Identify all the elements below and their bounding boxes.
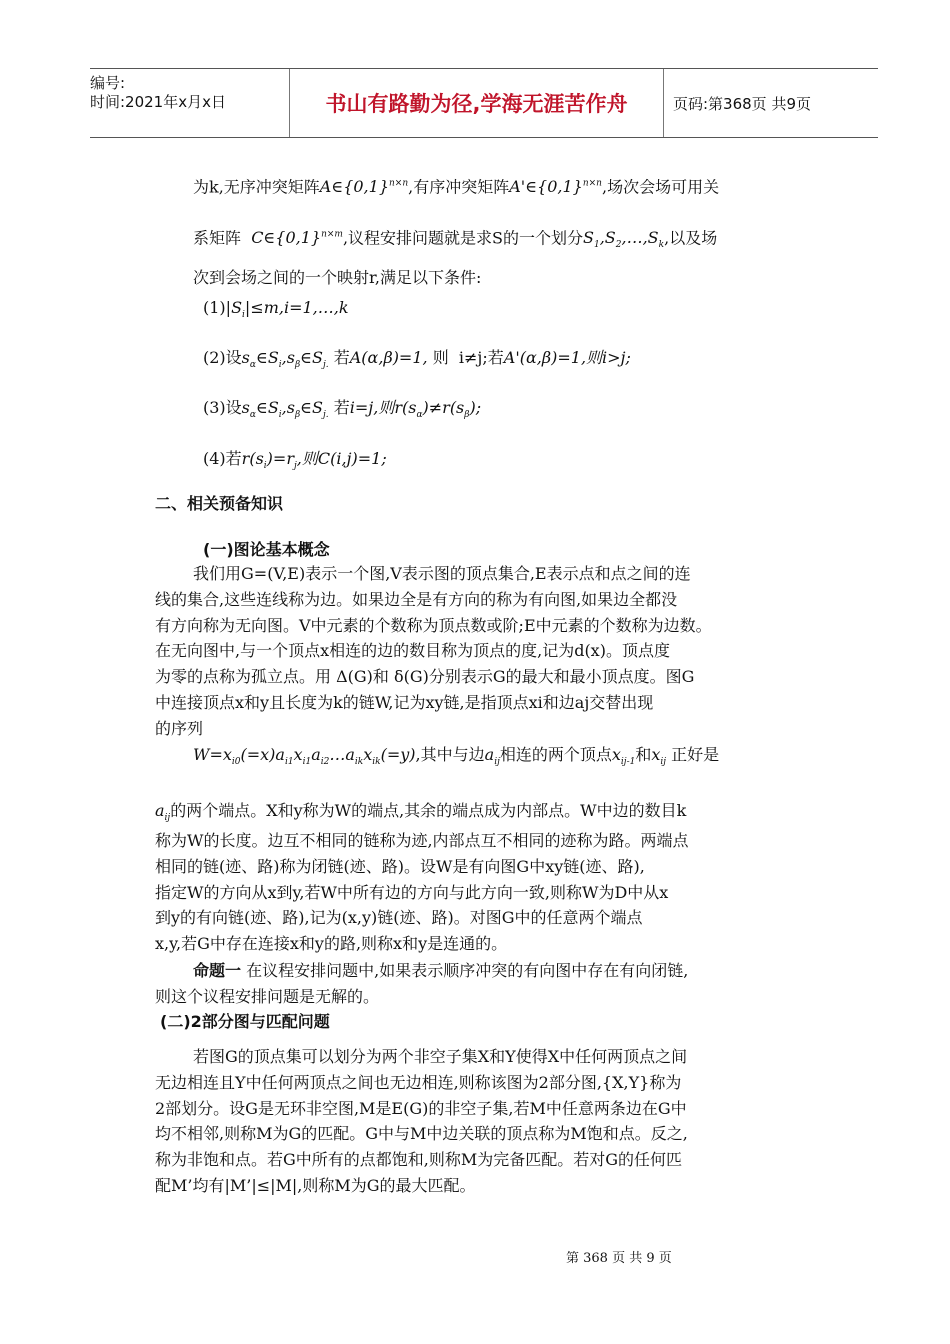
walk-definition-line: $W=x_{i0}(=x)a_{i1}x_{i1}a_{i2}\dots a_{ik}x_{ik}(=y)$,其中与边$a_{ij}$相连的两个顶点$x_{ij-1}$和$x_{ij}$ 正好是 (193, 745, 720, 768)
formula-partition: $S_1,S_2,\dots,S_k$ (583, 228, 665, 251)
header-meta (90, 69, 290, 137)
formula-cond1: $|S_i|\le m,i=1,\dots,k$ (225, 298, 349, 321)
formula-A-prime: $A'\in\{0,1\}^{n\times n}$ (509, 177, 602, 197)
header-motto: 书山有路勤为径,学海无涯苦作舟 (290, 69, 664, 137)
condition-4: (4)若$r(s_i)=r_j$,则C(i,j)=1; (203, 449, 387, 472)
header-time: 时间:2021年x月x日 (90, 93, 226, 111)
proposition-label: 命题一 (193, 961, 242, 980)
header-page-number: 页码:第368页 共9页 (673, 94, 811, 113)
paragraph-bipartite: 若图G的顶点集可以划分为两个非空子集X和Y使得X中任何两顶点之间 无边相连且Y中任何两顶点之间也无边相连,则称该图为2部分图,{X,Y}称为 2部划分。设G是无环非空图,M是E(G)的非空子集,若M中任意两条边在G中 均不相邻,则称M为G的匹配。G中与M中边关联的顶点称为M饱和点。反之, 称为非饱和点。若G中所有的点都饱和,则称M为完备匹配。若对G的任何匹 配M’均有|M’|≤|M|,则称M为G的最大匹配。 (155, 1047, 688, 1195)
formula-cond3: i=j,则$r(s_\alpha)\ne r(s_\beta)$; (349, 398, 482, 421)
subsection-title-2: (二)2部分图与匹配问题 (160, 1012, 330, 1031)
formula-edge-a: $a_{ij}$ (484, 745, 500, 768)
formula-vertex-cur: $x_{ij}$ (651, 745, 667, 768)
proposition-line-1: 命题一 在议程安排问题中,如果表示顺序冲突的有向图中存在有向闭链, (193, 961, 689, 980)
formula-cond3-set: $s_\alpha\in S_i,s_\beta\in S_{j.}$ (241, 398, 329, 421)
formula-edge-a2: $a_{ij}$ (155, 801, 171, 824)
page-header (90, 68, 878, 138)
subsection-title-1: (一)图论基本概念 (203, 540, 330, 559)
footer-page-number: 第 368 页 共 9 页 (566, 1251, 672, 1266)
paragraph-walks: 称为W的长度。边互不相同的链称为迹,内部点互不相同的迹称为路。两端点 相同的链(迹、路)称为闭链(迹、路)。设W是有向图G中xy链(迹、路), 指定W的方向从x到y,若W中所有边的方向与此方向一致,则称W为D中从x 到y的有向链(迹、路),记为(x,y)链(迹、路)。对图G中的任意两个端点 x,y,若G中存在连接x和y的路,则称x和y是连通的。 (155, 831, 689, 954)
formula-cond2-set: $s_\alpha\in S_i,s_\beta\in S_{j.}$ (241, 348, 329, 371)
header-number: 编号: (90, 74, 126, 92)
formula-vertex-prev: $x_{ij-1}$ (611, 745, 636, 768)
intro-line-3: 次到会场之间的一个映射r,满足以下条件: (193, 268, 482, 287)
intro-line-1: 为k,无序冲突矩阵$A\in\{0,1\}^{n\times n}$,有序冲突矩阵$A'\in\{0,1\}^{n\times n}$,场次会场可用关 (193, 177, 720, 197)
condition-2: (2)设$s_\alpha\in S_i,s_\beta\in S_{j.}$ 若A(α,β)=1, 则 i≠j;若A'(α,β)=1,则i>j; (203, 348, 631, 371)
formula-cond2-b: A'(α,β)=1,则i>j; (503, 348, 631, 367)
section-title: 二、相关预备知识 (155, 494, 284, 513)
paragraph-graph-basics: 我们用G=(V,E)表示一个图,V表示图的顶点集合,E表示点和点之间的连 线的集合,这些连线称为边。如果边全是有方向的称为有向图,如果边全都没 有方向称为无向图。V中元素的个数称为顶点数或阶;E中元素的个数称为边数。 在无向图中,与一个顶点x相连的边的数目称为顶点的度,记为d(x)。顶点度 为零的点称为孤立点。用 Δ(G)和 δ(G)分别表示G的最大和最小顶点度。图G 中连接顶点x和y且长度为k的链W,记为xy链,是指顶点xi和边aj交替出现 的序列 (155, 564, 712, 738)
proposition-line-2: 则这个议程安排问题是无解的。 (155, 987, 380, 1006)
formula-walk: $W=x_{i0}(=x)a_{i1}x_{i1}a_{i2}\dots a_{ik}x_{ik}(=y)$ (193, 745, 416, 768)
formula-C: $C\in\{0,1\}^{n\times m}$ (251, 228, 343, 248)
condition-1: $(1)|S_i|\le m,i=1,\dots,k$ (203, 298, 349, 321)
condition-3: (3)设$s_\alpha\in S_i,s_\beta\in S_{j.}$ 若i=j,则$r(s_\alpha)\ne r(s_\beta)$; (203, 398, 482, 421)
formula-A: $A\in\{0,1\}^{n\times n}$ (319, 177, 409, 197)
intro-line-2: 系矩阵 $C\in\{0,1\}^{n\times m}$,议程安排问题就是求S的一个划分$S_1,S_2,\dots,S_k$,以及场 (193, 228, 718, 251)
formula-cond2-a: A(α,β)=1, (349, 348, 428, 367)
walk-endpoints-line: $a_{ij}$的两个端点。X和y称为W的端点,其余的端点成为内部点。W中边的数目k (155, 801, 687, 824)
formula-cond4: $r(s_i)=r_j$,则C(i,j)=1; (241, 449, 387, 472)
